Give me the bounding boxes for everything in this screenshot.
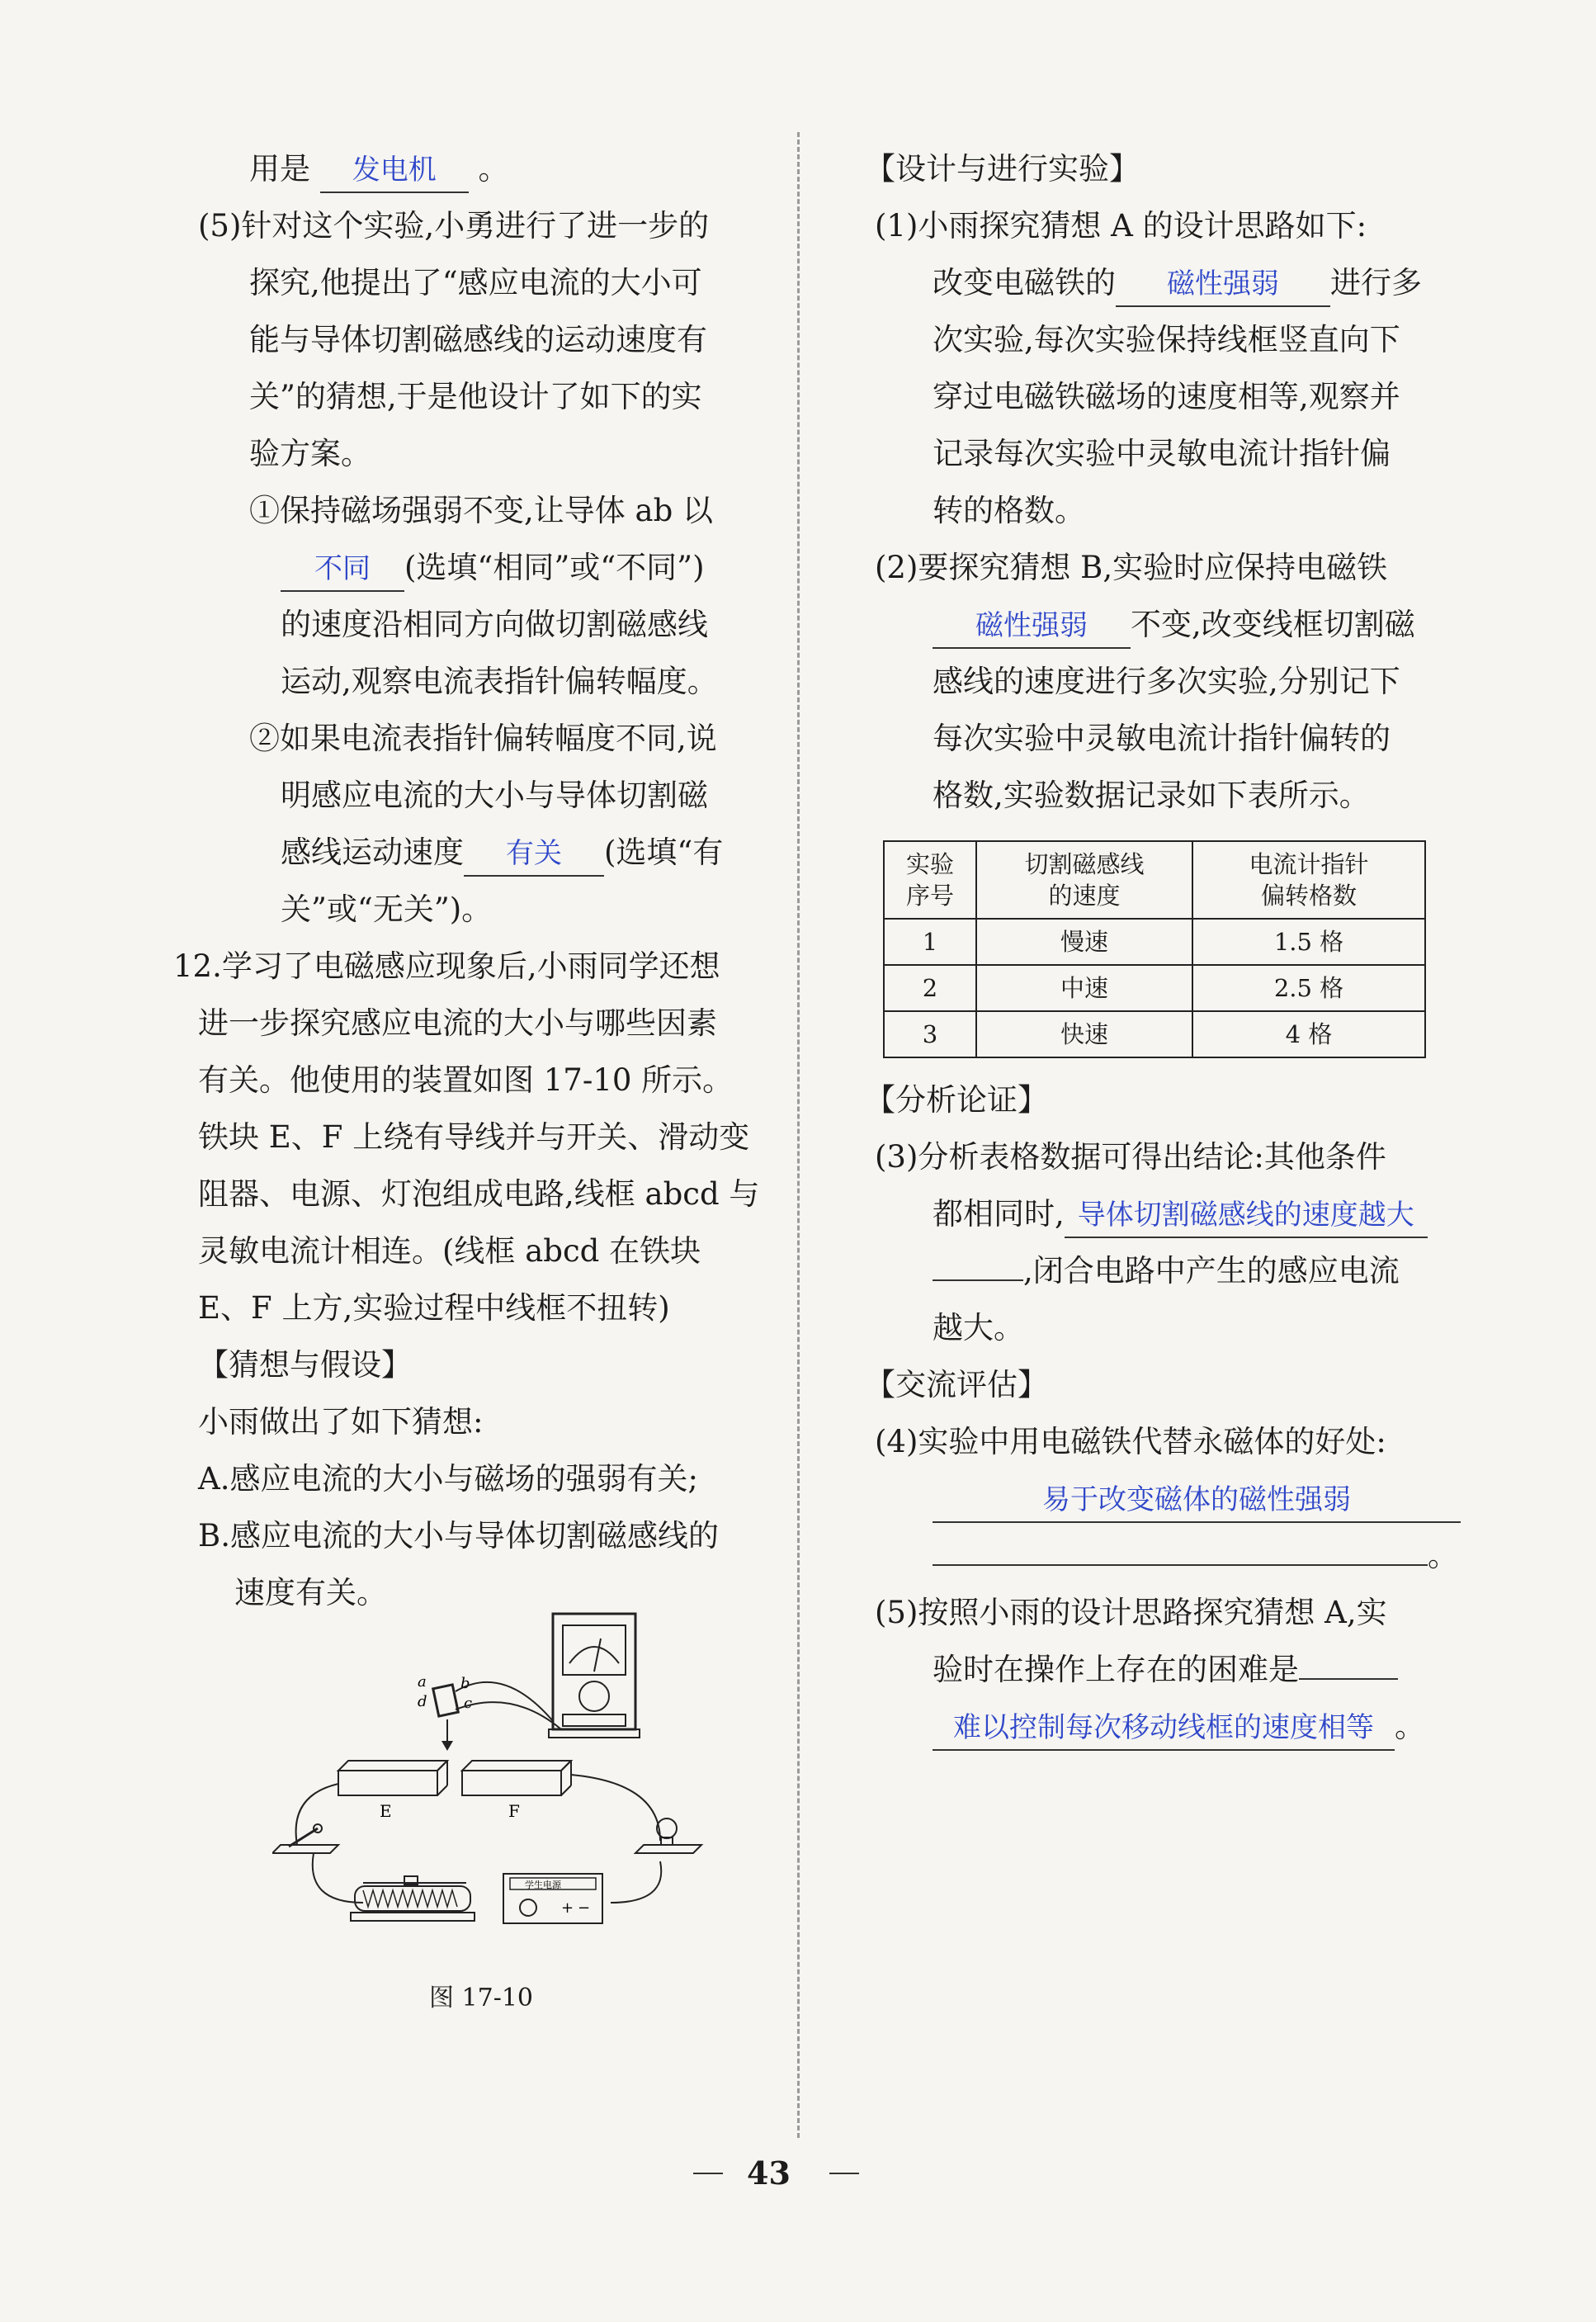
r2-line: [875, 596, 1461, 653]
r2-line: 每次实验中灵敏电流计指针偏转的: [933, 721, 1391, 756]
guess-intro: 小雨做出了如下猜想:: [198, 1404, 484, 1440]
q5-line: 探究,他提出了“感应电流的大小可: [249, 265, 702, 300]
guess-a: A.感应电流的大小与磁场的强弱有关;: [198, 1461, 698, 1497]
r3-line: [875, 1242, 1461, 1299]
text: (选填“有: [604, 835, 724, 870]
step2-line: [198, 824, 776, 881]
answer-blank: 磁性强弱: [1116, 262, 1330, 307]
r1-line: 转的格数。: [933, 493, 1085, 528]
power-supply-icon: [503, 1874, 602, 1923]
step1-line: [198, 539, 776, 596]
q5-line: 关”的猜想,于是他设计了如下的实: [249, 379, 702, 414]
text: 验时在操作上存在的困难是: [933, 1652, 1299, 1687]
table-header: [1192, 841, 1425, 919]
answer-blank: 发电机: [320, 149, 469, 193]
blank-continuation: [933, 1279, 1023, 1281]
section-heading: 【设计与进行实验】: [865, 151, 1140, 187]
q-line: [198, 140, 776, 197]
text: 。: [1395, 1709, 1425, 1744]
table-cell: 1.5 格: [1192, 919, 1425, 965]
text: 。: [1428, 1538, 1458, 1573]
q12-line: 12.学习了电磁感应现象后,小雨同学还想: [173, 948, 720, 984]
q5-line: (5)针对这个实验,小勇进行了进一步的: [198, 208, 710, 244]
label-f: F: [508, 1801, 520, 1821]
table-cell: 2: [884, 965, 976, 1011]
text: ,闭合电路中产生的感应电流: [1023, 1253, 1400, 1289]
q12-line: 有关。他使用的装置如图 17-10 所示。: [198, 1062, 734, 1098]
blank-start: [1299, 1678, 1398, 1680]
section-heading: 【分析论证】: [865, 1082, 1048, 1118]
r2-line: 感线的速度进行多次实验,分别记下: [933, 664, 1400, 699]
q12-line: 阻器、电源、灯泡组成电路,线框 abcd 与: [198, 1176, 760, 1212]
table-cell: 3: [884, 1011, 976, 1057]
electromagnet-f: [462, 1761, 571, 1821]
r1-line: 记录每次实验中灵敏电流计指针偏: [933, 436, 1391, 471]
step2-line: 关”或“无关”)。: [281, 891, 493, 927]
page-number: 43: [747, 2154, 791, 2192]
r1-line: 穿过电磁铁磁场的速度相等,观察并: [933, 379, 1400, 414]
q12-line: E、F 上方,实验过程中线框不扭转): [198, 1290, 670, 1326]
step2-line: ②如果电流表指针偏转幅度不同,说: [249, 721, 717, 756]
text: 电流计指针: [1249, 850, 1369, 878]
r4-line: (4)实验中用电磁铁代替永磁体的好处:: [875, 1424, 1386, 1459]
step1-line: 的速度沿相同方向做切割磁感线: [281, 607, 708, 642]
plus-label: +: [561, 1899, 574, 1917]
text: 。: [478, 151, 509, 187]
answer-blank: 磁性强弱: [933, 604, 1131, 649]
r2-line: (2)要探究猜想 B,实验时应保持电磁铁: [875, 550, 1388, 585]
right-column: [865, 140, 1461, 1755]
r5-line: [875, 1641, 1461, 1698]
section-heading: 【交流评估】: [865, 1367, 1048, 1402]
text: 都相同时,: [933, 1196, 1065, 1232]
q12-line: 铁块 E、F 上绕有导线并与开关、滑动变: [198, 1119, 750, 1155]
text: 切割磁感线: [1024, 850, 1145, 878]
text: 不变,改变线框切割磁: [1131, 607, 1415, 642]
table-header: [976, 841, 1192, 919]
table-cell: 1: [884, 919, 976, 965]
table-cell: 2.5 格: [1192, 965, 1425, 1011]
text: 用是: [249, 151, 310, 187]
table-row: [884, 1011, 1425, 1057]
blank-continuation: [933, 1564, 1428, 1566]
table-cell: 快速: [976, 1011, 1192, 1057]
text: (选填“相同”或“不同”): [404, 550, 705, 585]
table-header-row: [884, 841, 1425, 919]
text: 实验: [905, 850, 954, 878]
r3-line: 越大。: [933, 1310, 1024, 1345]
table-cell: 中速: [976, 965, 1192, 1011]
left-column: [173, 140, 776, 1621]
section-heading: 【猜想与假设】: [198, 1347, 412, 1383]
text: 进行多: [1330, 265, 1422, 300]
coil-frame: [418, 1673, 561, 1751]
electromagnet-e: [338, 1761, 447, 1821]
label-e: E: [380, 1801, 392, 1821]
text: 感线运动速度: [281, 835, 464, 870]
r4-line: [875, 1527, 1461, 1584]
column-divider: [797, 132, 800, 2138]
galvanometer-icon: [549, 1614, 640, 1738]
circuit-figure: [272, 1606, 734, 1960]
r4-line: [875, 1470, 1461, 1527]
text: 改变电磁铁的: [933, 265, 1116, 300]
r3-line: [875, 1185, 1461, 1242]
r1-line: [875, 254, 1461, 311]
switch-icon: [272, 1824, 338, 1853]
table-row: [884, 919, 1425, 965]
data-table: [883, 840, 1426, 1058]
text: 的速度: [1048, 882, 1121, 910]
q12-line: 灵敏电流计相连。(线框 abcd 在铁块: [198, 1233, 701, 1269]
label-a: a: [418, 1673, 427, 1691]
bulb-icon: [635, 1818, 701, 1853]
q5-line: 验方案。: [249, 436, 371, 471]
r5-line: [875, 1698, 1461, 1755]
r1-line: 次实验,每次实验保持线框竖直向下: [933, 322, 1400, 357]
page-number-dash: [829, 2173, 859, 2174]
page-number-dash: [693, 2173, 723, 2174]
answer-blank: 不同: [281, 547, 404, 592]
step2-line: 明感应电流的大小与导体切割磁: [281, 778, 708, 813]
r2-line: 格数,实验数据记录如下表所示。: [933, 778, 1370, 813]
answer-blank: 导体切割磁感线的速度越大: [1065, 1194, 1428, 1238]
table-cell: 慢速: [976, 919, 1192, 965]
step1-line: 运动,观察电流表指针偏转幅度。: [281, 664, 718, 699]
table-cell: 4 格: [1192, 1011, 1425, 1057]
r1-line: (1)小雨探究猜想 A 的设计思路如下:: [875, 208, 1367, 244]
answer-blank: 有关: [464, 832, 604, 877]
label-d: d: [418, 1693, 427, 1710]
rheostat-icon: [351, 1876, 475, 1921]
step1-line: ①保持磁场强弱不变,让导体 ab 以: [249, 493, 714, 528]
guess-b: B.感应电流的大小与导体切割磁感线的: [198, 1518, 719, 1554]
minus-label: −: [578, 1899, 591, 1917]
r3-line: (3)分析表格数据可得出结论:其他条件: [875, 1139, 1386, 1175]
text: 偏转格数: [1260, 882, 1357, 910]
table-header: [884, 841, 976, 919]
psu-label: 学生电源: [525, 1880, 561, 1890]
guess-b: 速度有关。: [234, 1575, 387, 1610]
figure-caption: 图 17-10: [429, 1984, 534, 2012]
q5-line: 能与导体切割磁感线的运动速度有: [249, 322, 707, 357]
q12-line: 进一步探究感应电流的大小与哪些因素: [198, 1005, 717, 1041]
label-b: b: [460, 1675, 470, 1692]
table-row: [884, 965, 1425, 1011]
label-c: c: [464, 1695, 473, 1712]
answer-blank: 难以控制每次移动线框的速度相等: [933, 1706, 1395, 1751]
answer-blank: 易于改变磁体的磁性强弱: [933, 1478, 1461, 1523]
r5-line: (5)按照小雨的设计思路探究猜想 A,实: [875, 1595, 1387, 1630]
text: 序号: [905, 882, 954, 910]
